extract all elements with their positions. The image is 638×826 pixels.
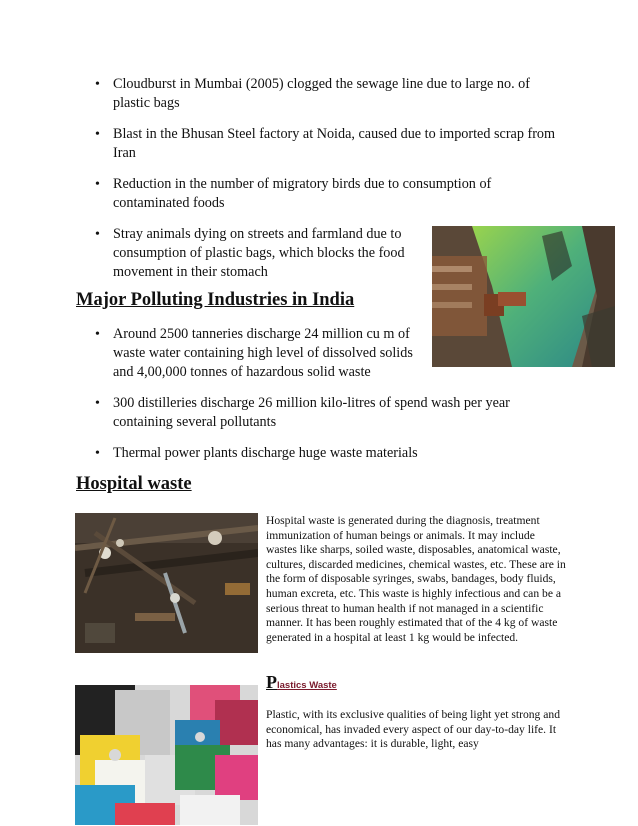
major-industries-heading: Major Polluting Industries in India <box>76 290 355 310</box>
plastics-waste-heading <box>266 672 337 694</box>
industries-list <box>76 325 556 475</box>
plastic-bags-photo <box>75 685 258 825</box>
plastics-heading-rest: lastics Waste <box>277 680 337 691</box>
list-item: • Reduction in the number of migratory birds due to consumption of contaminated foods <box>76 175 556 213</box>
plastics-waste-text: Plastic, with its exclusive qualities of being light yet strong and economical, has invaded every aspect of our day-to-day life. It has many advantages: it is durable, light, easy <box>266 708 560 751</box>
list-item: • Cloudburst in Mumbai (2005) clogged the sewage line due to large no. of plastic bags <box>76 75 556 113</box>
list-item: • Blast in the Bhusan Steel factory at Noida, caused due to imported scrap from Iran <box>76 125 556 163</box>
list-item: • Thermal power plants discharge huge waste materials <box>76 444 556 463</box>
hospital-waste-heading: Hospital waste <box>76 474 192 494</box>
list-item: • Around 2500 tanneries discharge 24 million cu m of waste water containing high level of dissolved solids and 4,00,000 tonnes of hazardous solid waste <box>76 325 431 382</box>
hospital-waste-text: Hospital waste is generated during the diagnosis, treatment immunization of human beings or animals. It may include wastes like sharps, soiled waste, disposables, anatomical waste, cultures, discarded medicines, chemical wastes, etc. These are in the form of disposable syringes, swabs, bandages, body fluids, human excreta, etc. This waste is highly infectious and can be a serious threat to human health if not managed in a scientific manner. It has been roughly estimated that of the 4 kg of waste generated in a hospital at least 1 kg would be infected. <box>266 514 566 644</box>
list-item: • Stray animals dying on streets and farmland due to consumption of plastic bags, which blocks the food movement in their stomach <box>76 225 431 282</box>
plastics-heading-initial: P <box>266 672 277 692</box>
list-item: • 300 distilleries discharge 26 million kilo-litres of spend wash per year containing several pollutants <box>76 394 556 432</box>
hospital-waste-photo <box>75 513 258 653</box>
